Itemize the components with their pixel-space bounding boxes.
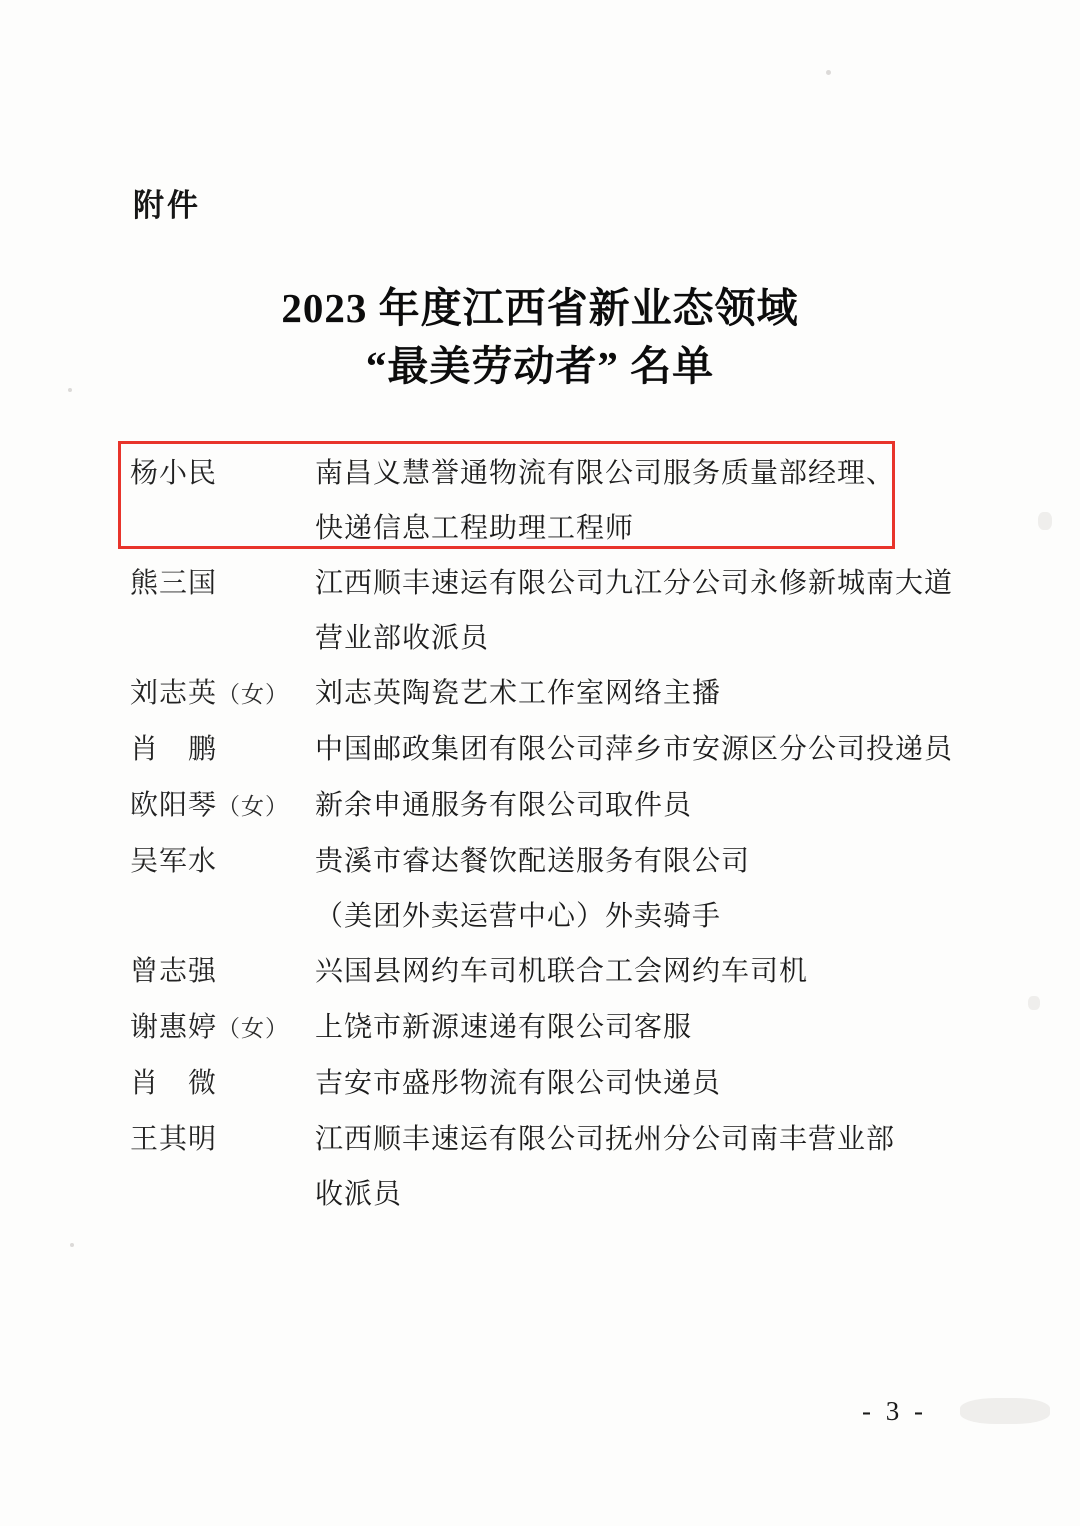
person-name: 肖 鹏 <box>130 734 218 765</box>
list-item <box>130 1112 958 1222</box>
position-line: 营业部收派员 <box>315 623 490 654</box>
position-line: 快递信息工程助理工程师 <box>315 513 635 544</box>
scan-artifact <box>1038 512 1052 530</box>
scan-artifact <box>960 1398 1050 1424</box>
position-description <box>315 778 958 833</box>
page-number: - 3 - <box>862 1396 927 1426</box>
person-name: 谢惠婷（女） <box>130 1012 290 1043</box>
list-item <box>130 944 958 1000</box>
position-description <box>315 722 958 777</box>
person-name: 王其明 <box>130 1124 218 1155</box>
position-description <box>315 556 958 666</box>
document-title <box>0 279 1080 395</box>
list-item <box>130 666 958 722</box>
list-item <box>130 1056 958 1112</box>
scan-artifact <box>70 1243 74 1247</box>
document-title-line2: “最美劳动者” 名单 <box>365 343 715 389</box>
person-name: 欧阳琴（女） <box>130 790 290 821</box>
list-item <box>130 778 958 834</box>
gender-label: （女） <box>217 1016 290 1041</box>
position-line: 江西顺丰速运有限公司九江分公司永修新城南大道 <box>315 568 954 599</box>
position-description <box>315 944 958 999</box>
position-line: 贵溪市睿达餐饮配送服务有限公司 <box>315 846 751 877</box>
position-description <box>315 666 958 721</box>
person-name: 熊三国 <box>130 568 218 599</box>
scan-artifact <box>1028 996 1040 1010</box>
list-item <box>130 1000 958 1056</box>
position-description <box>315 1112 958 1222</box>
list-item <box>130 446 958 556</box>
scan-artifact <box>68 388 72 392</box>
person-name: 吴军水 <box>130 846 218 877</box>
scan-artifact <box>826 70 831 75</box>
position-line: （美团外卖运营中心）外卖骑手 <box>315 901 722 932</box>
person-name: 刘志英（女） <box>130 678 290 709</box>
person-name: 肖 微 <box>130 1068 218 1099</box>
position-line: 中国邮政集团有限公司萍乡市安源区分公司投递员 <box>315 734 954 765</box>
position-description <box>315 1056 958 1111</box>
list-item <box>130 834 958 944</box>
attachment-label: 附件 <box>133 188 201 223</box>
position-line: 江西顺丰速运有限公司抚州分公司南丰营业部 <box>315 1124 896 1155</box>
position-line: 新余申通服务有限公司取件员 <box>315 790 693 821</box>
list-item <box>130 556 958 666</box>
position-line: 南昌义慧誉通物流有限公司服务质量部经理、 <box>315 458 896 489</box>
position-line: 刘志英陶瓷艺术工作室网络主播 <box>315 678 722 709</box>
person-name: 杨小民 <box>130 458 218 489</box>
gender-label: （女） <box>217 682 290 707</box>
position-description <box>315 446 958 556</box>
position-line: 吉安市盛彤物流有限公司快递员 <box>315 1068 722 1099</box>
person-name: 曾志强 <box>130 956 218 987</box>
position-line: 上饶市新源速递有限公司客服 <box>315 1012 693 1043</box>
position-description <box>315 834 958 944</box>
award-list <box>130 446 958 1222</box>
position-line: 收派员 <box>315 1179 403 1210</box>
document-title-line1: 2023 年度江西省新业态领域 <box>281 285 799 331</box>
gender-label: （女） <box>217 794 290 819</box>
position-line: 兴国县网约车司机联合工会网约车司机 <box>315 956 809 987</box>
list-item <box>130 722 958 778</box>
position-description <box>315 1000 958 1055</box>
